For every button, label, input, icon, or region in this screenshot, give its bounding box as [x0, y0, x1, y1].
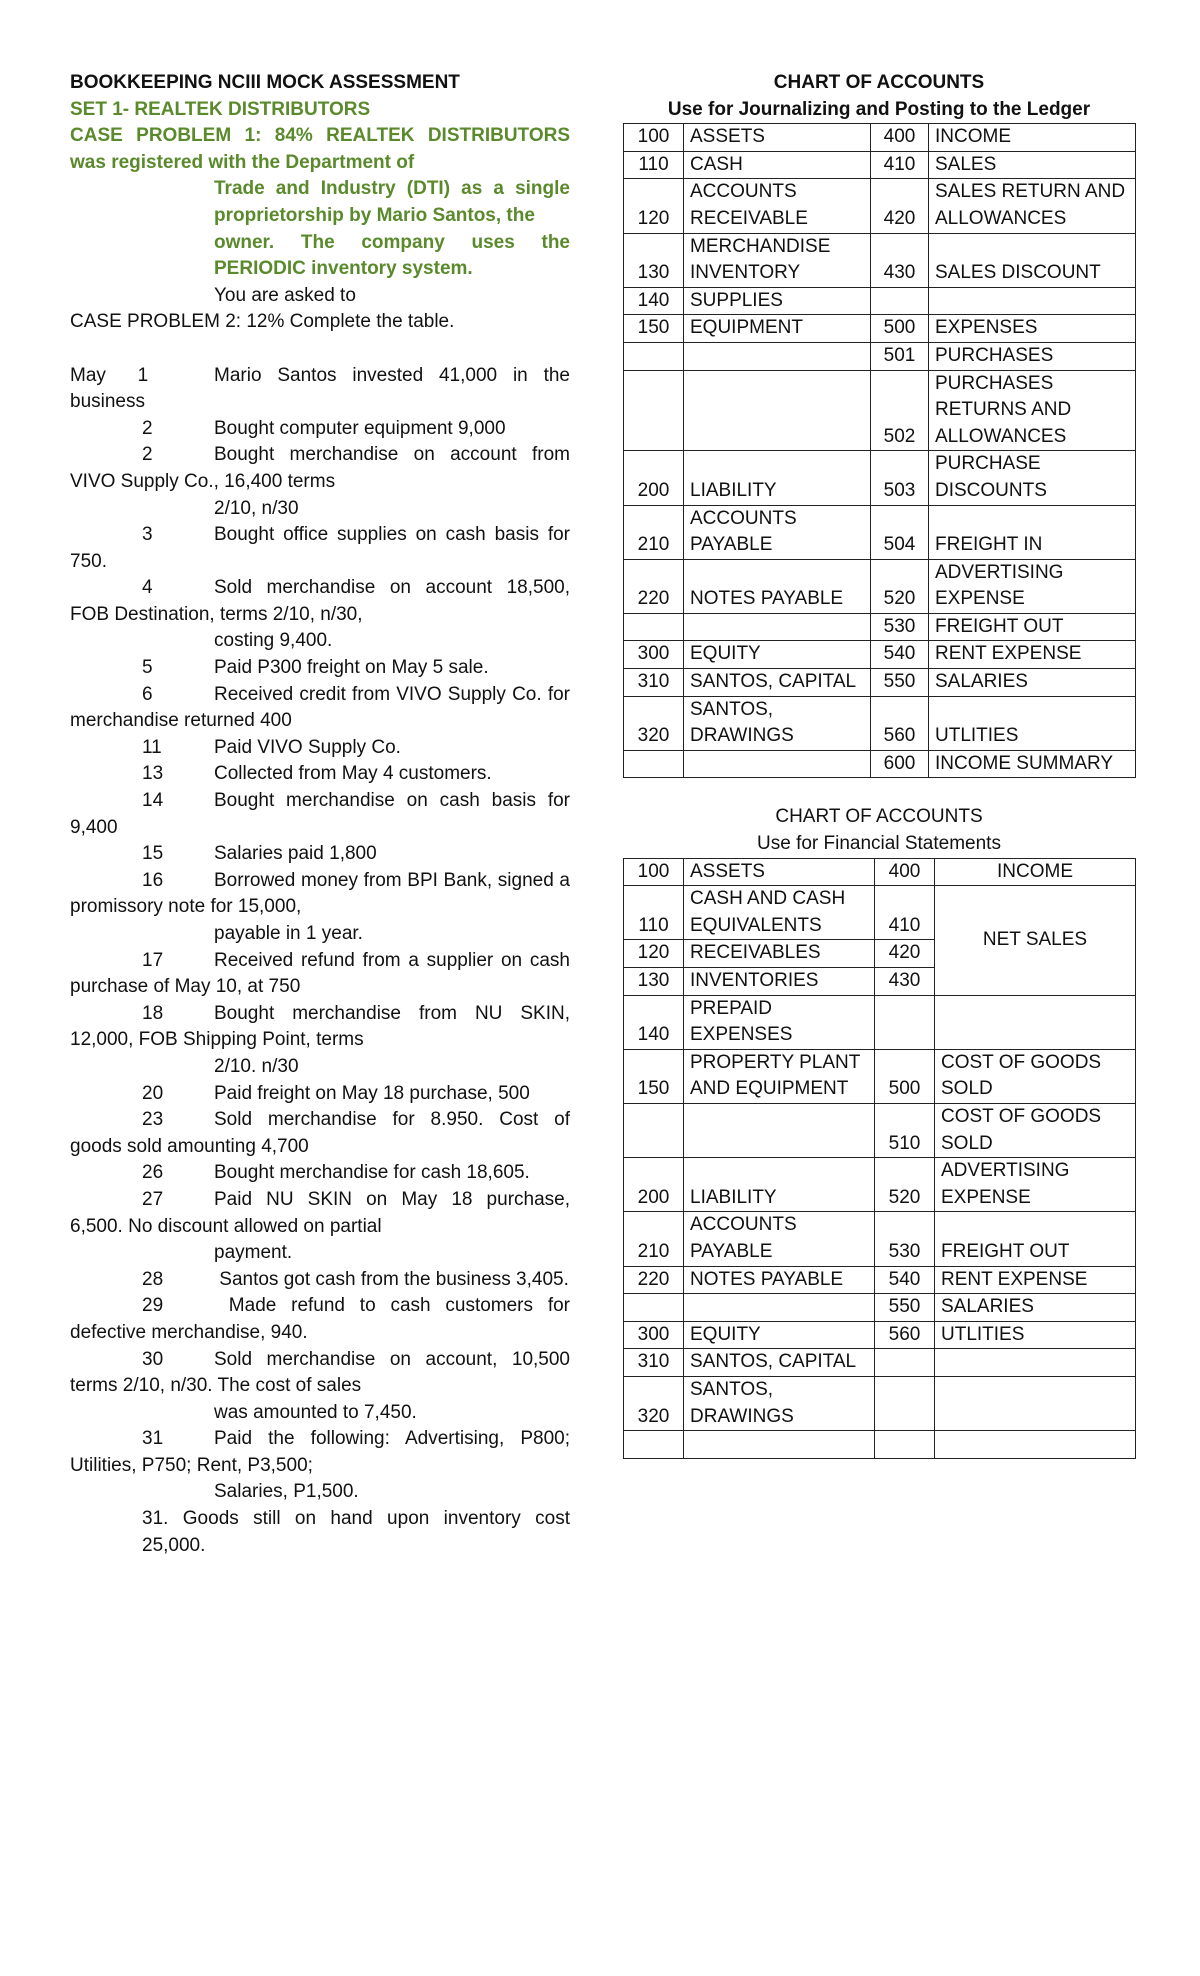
- account-number-cell: 540: [871, 641, 929, 669]
- account-name-cell: EXPENSES: [929, 315, 1136, 343]
- account-name-cell: RECEIVABLES: [684, 940, 875, 968]
- account-row: [624, 696, 1136, 750]
- account-name-cell: PURCHASES: [929, 342, 1136, 370]
- transaction-entry: [70, 1267, 570, 1294]
- account-name-cell: PURCHASES RETURNS AND ALLOWANCES: [929, 370, 1136, 451]
- document-title: BOOKKEEPING NCIII MOCK ASSESSMENT: [70, 72, 460, 93]
- account-name-cell: SUPPLIES: [684, 287, 871, 315]
- transaction-entry: [70, 1107, 576, 1160]
- account-number-cell: 420: [871, 179, 929, 233]
- account-name-cell: ADVERTISING EXPENSE: [935, 1158, 1136, 1212]
- case-problem-1-line-2: Trade and Industry (DTI) as a single proprietorship by Mario Santos, the: [214, 178, 570, 226]
- chart-of-accounts-financial-table: [623, 858, 1136, 1459]
- asked-text: You are asked to: [214, 284, 356, 306]
- transaction-day: 13: [142, 763, 164, 785]
- transaction-continuation: payment.: [214, 1242, 293, 1264]
- account-name-cell: [684, 370, 871, 451]
- account-number-cell: 150: [624, 315, 684, 343]
- transaction-day: 30: [142, 1348, 164, 1370]
- set-heading: SET 1- REALTEK DISTRIBUTORS: [70, 98, 371, 120]
- transaction-entry: [70, 682, 576, 735]
- account-number-cell: 220: [624, 559, 684, 613]
- account-name-cell: [935, 1431, 1136, 1459]
- account-number-cell: 130: [624, 968, 684, 996]
- account-number-cell: 310: [624, 669, 684, 697]
- account-row: [624, 342, 1136, 370]
- transaction-text: Received refund from a supplier on cash purchase of May 10, at 750: [70, 949, 576, 998]
- account-name-cell: [684, 342, 871, 370]
- account-row: [624, 315, 1136, 343]
- transaction-day: May 1: [70, 364, 149, 386]
- account-number-cell: 520: [871, 559, 929, 613]
- account-name-cell: SANTOS, CAPITAL: [684, 669, 871, 697]
- account-number-cell: 110: [624, 886, 684, 940]
- transaction-entry: [70, 1347, 576, 1400]
- account-number-cell: 520: [875, 1158, 935, 1212]
- account-name-cell: PREPAID EXPENSES: [684, 995, 875, 1049]
- account-number-cell: 500: [875, 1049, 935, 1103]
- account-number-cell: [624, 750, 684, 778]
- transaction-continuation: 2/10, n/30: [214, 497, 299, 519]
- account-name-cell: SALES DISCOUNT: [929, 233, 1136, 287]
- account-row: [624, 1266, 1136, 1294]
- account-number-cell: [624, 1431, 684, 1459]
- transaction-continuation: payable in 1 year.: [214, 923, 363, 944]
- account-number-cell: 120: [624, 179, 684, 233]
- transaction-text: Bought merchandise on cash basis for 9,400: [70, 790, 576, 838]
- transaction-day: 2: [142, 444, 153, 466]
- transaction-text: Paid NU SKIN on May 18 purchase, 6,500. No discount allowed on partial: [70, 1188, 576, 1237]
- transaction-day: 27: [142, 1188, 164, 1210]
- account-name-cell: LIABILITY: [684, 1158, 875, 1212]
- assessment-instructions: [70, 70, 576, 1559]
- transaction-day: 18: [142, 1002, 164, 1024]
- account-name-cell: SANTOS, DRAWINGS: [684, 1376, 875, 1430]
- account-number-cell: 200: [624, 1158, 684, 1212]
- chart1-subtitle: Use for Journalizing and Posting to the Ledger: [667, 98, 1091, 120]
- transaction-entry: [70, 1081, 570, 1108]
- account-name-cell: ACCOUNTS PAYABLE: [684, 505, 871, 559]
- account-name-cell: [935, 1376, 1136, 1430]
- account-number-cell: 300: [624, 641, 684, 669]
- account-number-cell: 540: [875, 1266, 935, 1294]
- account-number-cell: 120: [624, 940, 684, 968]
- account-number-cell: [875, 1431, 935, 1459]
- account-name-cell: [684, 1294, 875, 1322]
- account-number-cell: [624, 613, 684, 641]
- account-number-cell: 530: [871, 613, 929, 641]
- account-number-cell: 504: [871, 505, 929, 559]
- account-number-cell: [624, 370, 684, 451]
- account-number-cell: 400: [875, 858, 935, 886]
- transaction-entry: [70, 868, 576, 921]
- account-number-cell: 140: [624, 287, 684, 315]
- transaction-entry: [70, 1160, 570, 1187]
- account-number-cell: [875, 1376, 935, 1430]
- transaction-day: 5: [142, 657, 153, 679]
- account-name-cell: FREIGHT OUT: [935, 1212, 1136, 1266]
- account-row: [624, 613, 1136, 641]
- account-row: [624, 1049, 1136, 1103]
- transaction-text: Santos got cash from the business 3,405.: [214, 1268, 569, 1290]
- account-number-cell: 100: [624, 124, 684, 152]
- transaction-entry: [70, 788, 576, 841]
- transaction-day: 23: [142, 1109, 164, 1131]
- account-row: [624, 1431, 1136, 1459]
- transaction-text: Paid VIVO Supply Co.: [214, 736, 401, 758]
- transaction-entry: [70, 1293, 576, 1346]
- account-name-cell: CASH: [684, 151, 871, 179]
- account-name-cell: SALARIES: [929, 669, 1136, 697]
- transaction-entry: [70, 363, 576, 416]
- account-number-cell: 210: [624, 1212, 684, 1266]
- account-number-cell: 300: [624, 1321, 684, 1349]
- account-number-cell: 501: [871, 342, 929, 370]
- account-row: [624, 559, 1136, 613]
- account-name-cell: [684, 613, 871, 641]
- account-name-cell: FREIGHT IN: [929, 505, 1136, 559]
- account-name-cell: FREIGHT OUT: [929, 613, 1136, 641]
- transaction-text: Bought merchandise on account from VIVO Supply Co., 16,400 terms: [70, 444, 576, 492]
- account-number-cell: 220: [624, 1266, 684, 1294]
- transaction-day: 3: [142, 524, 153, 546]
- account-number-cell: [875, 995, 935, 1049]
- transaction-day: 31: [142, 1428, 164, 1450]
- account-name-cell: ASSETS: [684, 858, 875, 886]
- chart2-title: CHART OF ACCOUNTS: [775, 806, 983, 828]
- account-number-cell: 502: [871, 370, 929, 451]
- transaction-entry: [70, 1001, 576, 1054]
- transaction-day: 28: [142, 1268, 164, 1290]
- account-row: [624, 886, 1136, 940]
- account-name-cell: [684, 750, 871, 778]
- account-name-cell: NOTES PAYABLE: [684, 559, 871, 613]
- account-number-cell: 410: [875, 886, 935, 940]
- transaction-text: Borrowed money from BPI Bank, signed a promissory note for 15,000,: [70, 869, 576, 918]
- chart2-subtitle: Use for Financial Statements: [757, 833, 1001, 855]
- account-row: [624, 370, 1136, 451]
- account-name-cell: MERCHANDISE INVENTORY: [684, 233, 871, 287]
- account-name-cell: LIABILITY: [684, 451, 871, 505]
- case-problem-1-line-1: CASE PROBLEM 1: 84% REALTEK DISTRIBUTORS was registered with the Department of: [70, 125, 570, 173]
- account-name-cell: EQUITY: [684, 641, 871, 669]
- transaction-text: Paid P300 freight on May 5 sale.: [214, 657, 489, 679]
- transaction-entry: [70, 416, 570, 443]
- account-number-cell: [875, 1349, 935, 1377]
- account-name-cell: NET SALES: [935, 886, 1136, 995]
- case-problem-1-line-3: owner. The company uses the PERIODIC inventory system.: [214, 231, 570, 280]
- account-row: [624, 1349, 1136, 1377]
- account-number-cell: 560: [871, 696, 929, 750]
- chart1-title: CHART OF ACCOUNTS: [773, 72, 985, 93]
- account-row: [624, 233, 1136, 287]
- transaction-day: 6: [142, 683, 153, 705]
- account-row: [624, 1321, 1136, 1349]
- account-number-cell: 420: [875, 940, 935, 968]
- account-number-cell: 550: [871, 669, 929, 697]
- transaction-entry: [70, 522, 576, 575]
- account-row: [624, 287, 1136, 315]
- transaction-text: Salaries paid 1,800: [214, 843, 377, 865]
- transaction-text: Collected from May 4 customers.: [214, 763, 492, 785]
- account-number-cell: 530: [875, 1212, 935, 1266]
- transaction-day: 29: [142, 1295, 164, 1317]
- account-name-cell: INCOME: [929, 124, 1136, 152]
- account-name-cell: [935, 995, 1136, 1049]
- account-row: [624, 641, 1136, 669]
- account-row: [624, 451, 1136, 505]
- transaction-entry: [70, 575, 576, 628]
- account-number-cell: 430: [871, 233, 929, 287]
- account-name-cell: [684, 1103, 875, 1157]
- transaction-text: Sold merchandise on account 18,500, FOB Destination, terms 2/10, n/30,: [70, 577, 576, 625]
- account-name-cell: CASH AND CASH EQUIVALENTS: [684, 886, 875, 940]
- account-number-cell: [624, 1103, 684, 1157]
- account-name-cell: EQUIPMENT: [684, 315, 871, 343]
- account-row: [624, 1103, 1136, 1157]
- account-name-cell: SALARIES: [935, 1294, 1136, 1322]
- transaction-text: Received credit from VIVO Supply Co. for merchandise returned 400: [70, 683, 576, 732]
- account-name-cell: UTLITIES: [935, 1321, 1136, 1349]
- account-name-cell: SALES: [929, 151, 1136, 179]
- account-name-cell: INCOME: [935, 858, 1136, 886]
- account-number-cell: [624, 342, 684, 370]
- account-name-cell: [684, 1431, 875, 1459]
- account-number-cell: [624, 1294, 684, 1322]
- transaction-text: Bought merchandise from NU SKIN, 12,000, FOB Shipping Point, terms: [70, 1002, 576, 1051]
- account-row: [624, 179, 1136, 233]
- transaction-list: [70, 363, 576, 1507]
- account-name-cell: EQUITY: [684, 1321, 875, 1349]
- account-number-cell: [871, 287, 929, 315]
- transaction-day: 4: [142, 577, 153, 599]
- account-number-cell: 410: [871, 151, 929, 179]
- account-name-cell: UTLITIES: [929, 696, 1136, 750]
- account-row: [624, 1212, 1136, 1266]
- transaction-entry: [70, 1426, 576, 1479]
- transaction-text: Bought merchandise for cash 18,605.: [214, 1162, 530, 1184]
- transaction-continuation: Salaries, P1,500.: [214, 1481, 359, 1503]
- account-name-cell: SANTOS, CAPITAL: [684, 1349, 875, 1377]
- account-number-cell: 210: [624, 505, 684, 559]
- transaction-entry: [70, 442, 576, 495]
- account-number-cell: 560: [875, 1321, 935, 1349]
- account-name-cell: ACCOUNTS RECEIVABLE: [684, 179, 871, 233]
- account-row: [624, 750, 1136, 778]
- account-row: [624, 1158, 1136, 1212]
- account-number-cell: 550: [875, 1294, 935, 1322]
- transaction-continuation: costing 9,400.: [214, 630, 333, 652]
- chart-of-accounts-ledger-table: [623, 123, 1136, 778]
- account-number-cell: 320: [624, 1376, 684, 1430]
- account-name-cell: RENT EXPENSE: [929, 641, 1136, 669]
- transaction-text: Made refund to cash customers for defective merchandise, 940.: [70, 1295, 576, 1343]
- account-number-cell: 110: [624, 151, 684, 179]
- account-row: [624, 1294, 1136, 1322]
- transaction-text: Paid freight on May 18 purchase, 500: [214, 1082, 530, 1104]
- account-number-cell: 150: [624, 1049, 684, 1103]
- account-name-cell: NOTES PAYABLE: [684, 1266, 875, 1294]
- case-problem-2: CASE PROBLEM 2: 12% Complete the table.: [70, 311, 455, 333]
- final-note: 31. Goods still on hand upon inventory cost 25,000.: [142, 1508, 570, 1556]
- account-row: [624, 669, 1136, 697]
- account-number-cell: 320: [624, 696, 684, 750]
- transaction-day: 15: [142, 843, 164, 865]
- transaction-entry: [70, 948, 576, 1001]
- transaction-text: Paid the following: Advertising, P800; Utilities, P750; Rent, P3,500;: [70, 1428, 576, 1476]
- transaction-day: 20: [142, 1082, 164, 1104]
- account-name-cell: SALES RETURN AND ALLOWANCES: [929, 179, 1136, 233]
- account-number-cell: 600: [871, 750, 929, 778]
- account-row: [624, 151, 1136, 179]
- transaction-continuation: was amounted to 7,450.: [214, 1401, 417, 1423]
- account-number-cell: 500: [871, 315, 929, 343]
- transaction-text: Sold merchandise on account, 10,500 terms 2/10, n/30. The cost of sales: [70, 1348, 576, 1397]
- transaction-continuation: 2/10. n/30: [214, 1055, 299, 1077]
- account-name-cell: COST OF GOODS SOLD: [935, 1049, 1136, 1103]
- account-name-cell: PROPERTY PLANT AND EQUIPMENT: [684, 1049, 875, 1103]
- account-number-cell: 140: [624, 995, 684, 1049]
- account-name-cell: ASSETS: [684, 124, 871, 152]
- account-name-cell: ADVERTISING EXPENSE: [929, 559, 1136, 613]
- account-name-cell: INVENTORIES: [684, 968, 875, 996]
- charts-column: [623, 70, 1135, 1459]
- account-name-cell: RENT EXPENSE: [935, 1266, 1136, 1294]
- transaction-text: Bought computer equipment 9,000: [214, 417, 506, 439]
- transaction-day: 14: [142, 790, 164, 812]
- account-name-cell: PURCHASE DISCOUNTS: [929, 451, 1136, 505]
- account-row: [624, 1376, 1136, 1430]
- account-name-cell: [935, 1349, 1136, 1377]
- account-row: [624, 858, 1136, 886]
- transaction-entry: [70, 841, 570, 868]
- transaction-day: 11: [142, 736, 162, 758]
- transaction-entry: [70, 1187, 576, 1240]
- transaction-day: 16: [142, 869, 164, 891]
- account-number-cell: 510: [875, 1103, 935, 1157]
- account-number-cell: 130: [624, 233, 684, 287]
- transaction-day: 26: [142, 1162, 164, 1184]
- transaction-text: Mario Santos invested 41,000 in the business: [70, 364, 576, 413]
- account-row: [624, 505, 1136, 559]
- transaction-text: Sold merchandise for 8.950. Cost of goods sold amounting 4,700: [70, 1109, 576, 1157]
- account-name-cell: ACCOUNTS PAYABLE: [684, 1212, 875, 1266]
- account-number-cell: 503: [871, 451, 929, 505]
- transaction-entry: [70, 655, 570, 682]
- account-name-cell: [929, 287, 1136, 315]
- account-row: [624, 995, 1136, 1049]
- transaction-text: Bought office supplies on cash basis for 750.: [70, 524, 576, 572]
- transaction-day: 2: [142, 417, 153, 439]
- transaction-day: 17: [142, 949, 164, 971]
- account-row: [624, 124, 1136, 152]
- account-number-cell: 310: [624, 1349, 684, 1377]
- account-number-cell: 200: [624, 451, 684, 505]
- transaction-entry: [70, 735, 570, 762]
- account-name-cell: SANTOS, DRAWINGS: [684, 696, 871, 750]
- transaction-entry: [70, 761, 570, 788]
- account-number-cell: 100: [624, 858, 684, 886]
- account-number-cell: 400: [871, 124, 929, 152]
- account-name-cell: INCOME SUMMARY: [929, 750, 1136, 778]
- account-name-cell: COST OF GOODS SOLD: [935, 1103, 1136, 1157]
- account-number-cell: 430: [875, 968, 935, 996]
